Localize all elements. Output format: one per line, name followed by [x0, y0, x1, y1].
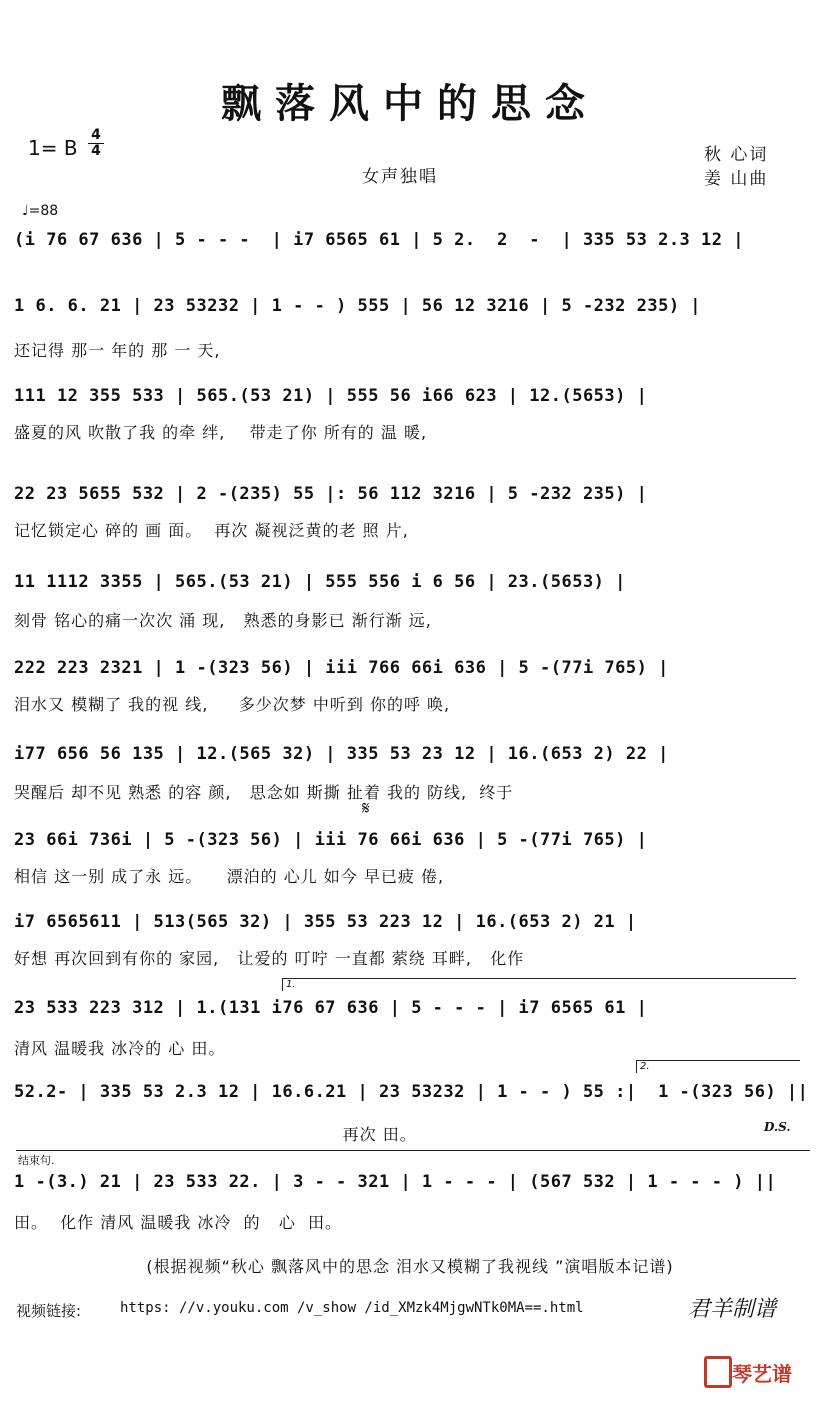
site-logo-icon — [704, 1356, 732, 1388]
notation-line-12: 1 -(3.) 21 | 23 533 22. | 3 - - 321 | 1 - - - | (567 532 | 1 - - - ) || — [14, 1172, 777, 1192]
segno-sign: 𝄋 — [362, 798, 370, 819]
key-signature: 1= B — [28, 136, 78, 160]
video-link-url[interactable]: https: //v.youku.com /v_show /id_XMzk4MjgwNTk0MA==.html — [120, 1300, 584, 1316]
notation-line-4: 22 23 5655 532 | 2 -(235) 55 |: 56 112 3216 | 5 -232 235) | — [14, 484, 648, 504]
time-signature — [88, 128, 104, 159]
lyric-line-3: 盛夏的风 吹散了我 的牵 绊, 带走了你 所有的 温 暖, — [14, 423, 428, 442]
notation-line-5: 11 1112 3355 | 565.(53 21) | 555 556 i 6 56 | 23.(5653) | — [14, 572, 626, 592]
lyric-line-6: 泪水又 模糊了 我的视 线, 多少次梦 中听到 你的呼 唤, — [14, 695, 451, 714]
tempo-marking: ♩=88 — [22, 203, 59, 219]
coda-bracket — [16, 1150, 810, 1151]
notation-line-11: 52.2- | 335 53 2.3 12 | 16.6.21 | 23 53232 | 1 - - ) 55 :| 1 -(323 56) || — [14, 1082, 809, 1102]
performance-type: 女声独唱 — [362, 167, 438, 187]
volta-first-ending: 1. — [282, 978, 796, 991]
notation-line-10: 23 533 223 312 | 1.(131 i76 67 636 | 5 - - - | i7 6565 61 | — [14, 998, 648, 1018]
time-signature-top: 4 — [91, 127, 101, 143]
lyric-line-10: 清风 温暖我 冰冷的 心 田。 — [14, 1039, 226, 1058]
notation-line-9: i7 6565611 | 513(565 32) | 355 53 223 12 | 16.(653 2) 21 | — [14, 912, 637, 932]
site-logo-text: 琴艺谱 — [732, 1362, 792, 1386]
lyric-line-5: 刻骨 铭心的痛一次次 涌 现, 熟悉的身影已 渐行渐 远, — [14, 611, 432, 630]
song-title: 飘落风中的思念 — [221, 80, 599, 127]
video-link-label: 视频链接: — [16, 1302, 82, 1320]
notation-line-1: (i 76 67 636 | 5 - - - | i7 6565 61 | 5 2. 2 - | 335 53 2.3 12 | — [14, 230, 744, 250]
lyric-line-11: 再次 田。 — [14, 1125, 417, 1144]
lyric-line-7: 哭醒后 却不见 熟悉 的容 颜, 思念如 斯撕 扯着 我的 防线, 终于 — [14, 783, 514, 802]
dal-segno-marking: D.S. — [764, 1120, 791, 1134]
coda-label: 结束句. — [18, 1154, 55, 1167]
notation-line-8: 23 66i 736i | 5 -(323 56) | iii 76 66i 636 | 5 -(77i 765) | — [14, 830, 648, 850]
lyric-line-4: 记忆锁定心 碎的 画 面。 再次 凝视泛黄的老 照 片, — [14, 521, 409, 540]
volta-second-ending: 2. — [636, 1060, 800, 1073]
lyricist-credit: 秋 心词 — [704, 145, 769, 165]
lyric-line-8: 相信 这一别 成了永 远。 漂泊的 心儿 如今 早已疲 倦, — [14, 867, 445, 886]
lyric-line-1 — [14, 262, 810, 286]
time-signature-bottom: 4 — [88, 143, 104, 159]
notation-line-7: i77 656 56 135 | 12.(565 32) | 335 53 23 12 | 16.(653 2) 22 | — [14, 744, 669, 764]
notation-line-2: 1 6. 6. 21 | 23 53232 | 1 - - ) 555 | 56 12 3216 | 5 -232 235) | — [14, 296, 702, 316]
composer-credit: 姜 山曲 — [704, 169, 769, 189]
lyric-line-12: 田。 化作 清风 温暖我 冰冷 的 心 田。 — [14, 1213, 343, 1232]
lyric-line-2: 还记得 那一 年的 那 一 天, — [14, 341, 221, 360]
notation-line-3: 111 12 355 533 | 565.(53 21) | 555 56 i66 623 | 12.(5653) | — [14, 386, 648, 406]
notation-line-6: 222 223 2321 | 1 -(323 56) | iii 766 66i 636 | 5 -(77i 765) | — [14, 658, 669, 678]
scribe-signature: 君羊制谱 — [688, 1297, 777, 1322]
transcription-note: (根据视频“秋心 飘落风中的思念 泪水又模糊了我视线 ”演唱版本记谱) — [146, 1257, 674, 1276]
lyric-line-9: 好想 再次回到有你的 家园, 让爱的 叮咛 一直都 萦绕 耳畔, 化作 — [14, 949, 525, 968]
